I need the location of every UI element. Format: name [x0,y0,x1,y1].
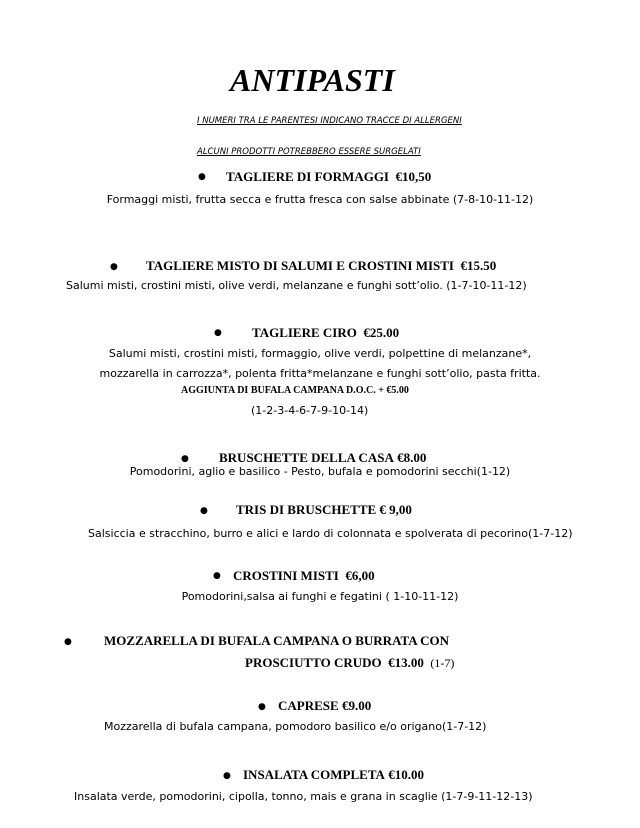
item-name [252,325,399,341]
item-description: mozzarella in carrozza*, polenta fritta*melanzane e funghi sott’olio, pasta fritta. [99,367,541,380]
allergen-note: I NUMERI TRA LE PARENTESI INDICANO TRACCE DI ALLERGENI [197,116,462,126]
bullet-icon: ● [223,771,231,781]
item-title: CAPRESE [278,698,339,713]
item-price: €6,00 [345,568,375,583]
item-description: Pomodorini, aglio e basilico - Pesto, bufala e pomodorini secchi(1-12) [129,465,511,478]
bullet-icon: ● [64,637,72,647]
page-title: ANTIPASTI [230,62,395,98]
item-allergens: (1-2-3-4-6-7-9-10-14) [251,404,369,417]
item-price: €9.00 [341,698,372,713]
item-description: Formaggi misti, frutta secca e frutta fresca con salse abbinate (7-8-10-11-12) [106,193,534,206]
item-name [243,767,424,783]
item-description: Mozzarella di bufala campana, pomodoro basilico e/o origano(1-7-12) [104,720,487,733]
item-description: Pomodorini,salsa ai funghi e fegatini ( 1-10-11-12) [181,590,459,603]
item-name [278,698,371,714]
bullet-icon: ● [198,172,206,182]
item-description: Salsiccia e stracchino, burro e alici e lardo di colonnata e spolverata di pecorino(1-7-12) [88,527,573,540]
item-price: €13.00 [388,655,424,670]
item-description: Salumi misti, crostini misti, formaggio, olive verdi, polpettine di melanzane*, [108,347,532,360]
item-title: INSALATA COMPLETA [243,767,385,782]
item-price: €15.50 [460,258,497,273]
item-name: MOZZARELLA DI BUFALA CAMPANA O BURRATA CON [104,633,450,648]
item-price: €25.00 [363,325,400,340]
item-title: BRUSCHETTE DELLA CASA [219,450,394,465]
item-description: Salumi misti, crostini misti, olive verdi, melanzane e funghi sott’olio. (1-7-10-11-12) [66,279,527,292]
item-title: TAGLIERE CIRO [252,325,357,340]
bullet-icon: ● [214,328,222,338]
item-name [219,450,426,466]
item-title: PROSCIUTTO CRUDO [245,655,382,670]
item-name [226,169,431,185]
item-price: €10,50 [395,169,432,184]
item-extra: AGGIUNTA DI BUFALA CAMPANA D.O.C. + €5.00 [181,385,409,396]
item-title: TRIS DI BRUSCHETTE [236,502,377,517]
frozen-note: ALCUNI PRODOTTI POTREBBERO ESSERE SURGELATI [197,147,421,157]
bullet-icon: ● [181,454,189,464]
bullet-icon: ● [213,571,221,581]
item-allergens: (1-7) [430,656,455,670]
bullet-icon: ● [110,262,118,272]
item-price: € 9,00 [379,502,412,517]
item-description: Insalata verde, pomodorini, cipolla, tonno, mais e grana in scaglie (1-7-9-11-12-13) [74,790,533,803]
item-name [146,258,496,274]
item-title: TAGLIERE MISTO DI SALUMI E CROSTINI MISTI [146,258,454,273]
bullet-icon: ● [258,702,266,712]
item-price: €8.00 [397,450,427,465]
item-name [236,502,412,518]
item-price: €10.00 [388,767,424,782]
item-name-continued [245,655,454,671]
item-name [233,568,375,584]
item-title: TAGLIERE DI FORMAGGI [226,169,389,184]
item-title: CROSTINI MISTI [233,568,339,583]
bullet-icon: ● [200,506,208,516]
